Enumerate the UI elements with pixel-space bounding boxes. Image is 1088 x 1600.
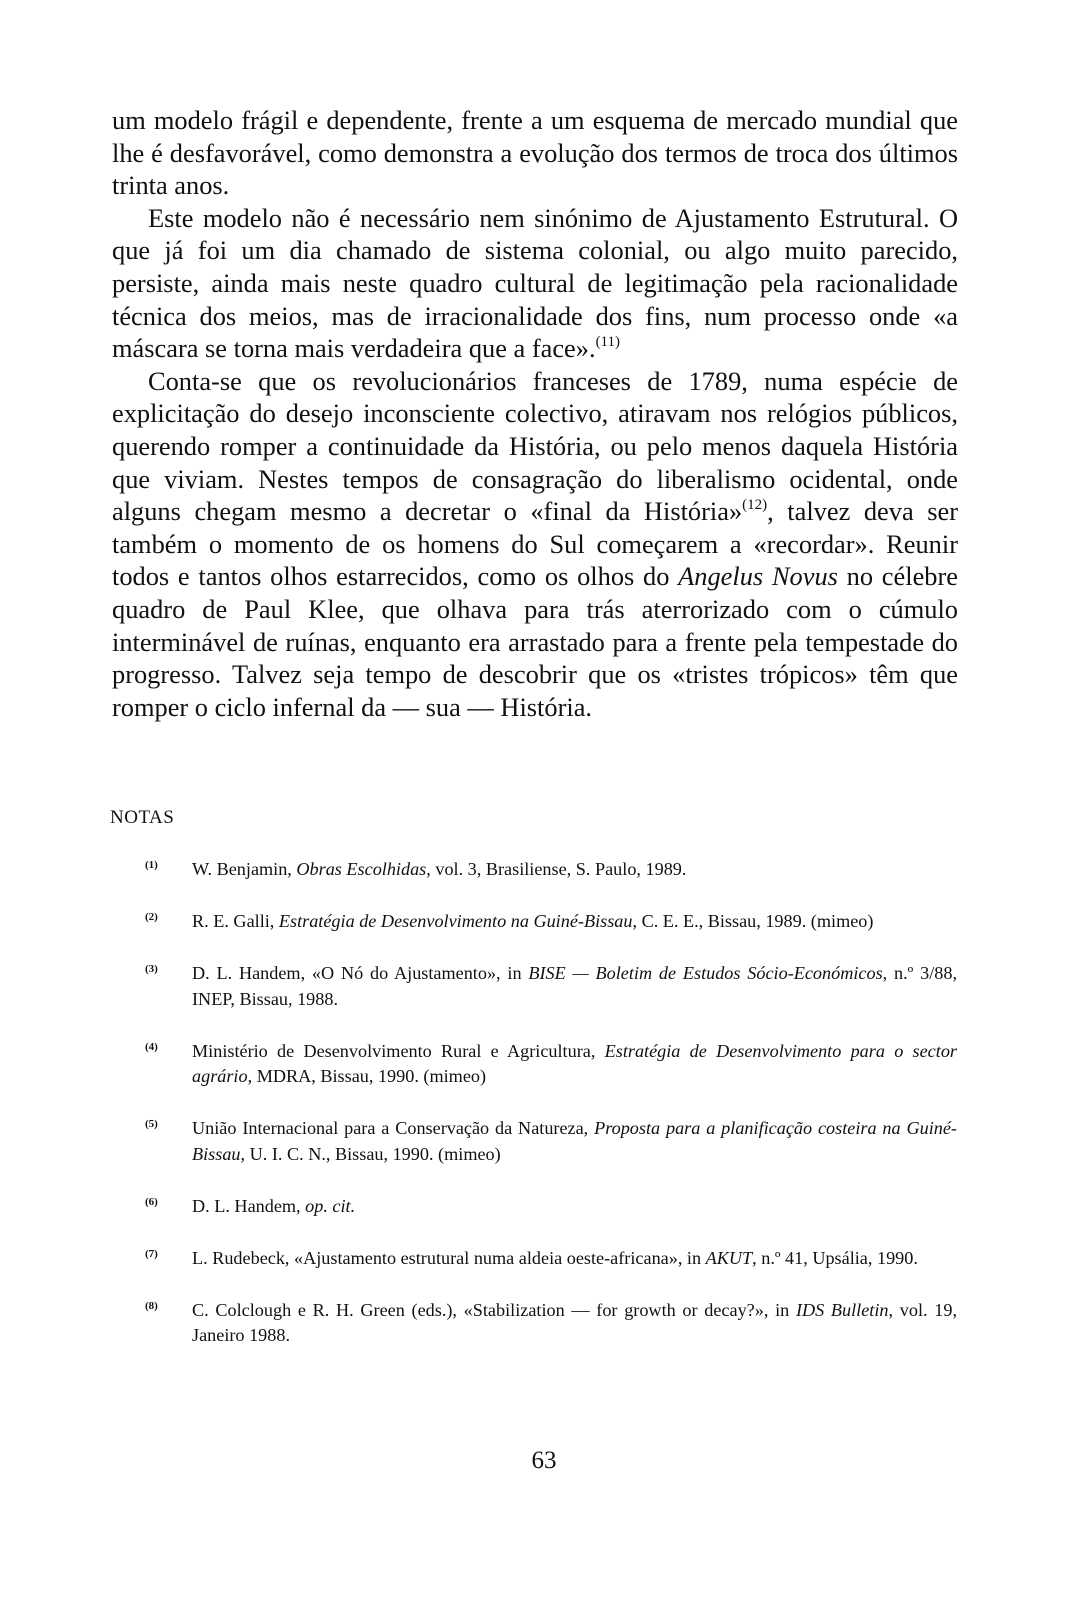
- note-text-post: , U. I. C. N., Bissau, 1990. (mimeo): [240, 1143, 501, 1164]
- note-number: (7): [145, 1247, 158, 1260]
- note-text-italic: Estratégia de Desenvolvimento na Guiné-Bissau: [278, 911, 633, 931]
- note-item: [145, 1194, 957, 1220]
- note-text-pre: D. L. Handem, «O Nó do Ajustamento», in: [192, 963, 529, 983]
- note-text-pre: União Internacional para a Conservação da Natureza,: [192, 1118, 595, 1138]
- note-text: [192, 1298, 957, 1349]
- note-number: (4): [145, 1040, 158, 1053]
- note-text: [192, 1039, 957, 1090]
- note-text-post: , n.º 41, Upsália, 1990.: [752, 1247, 918, 1268]
- note-text-pre: L. Rudebeck, «Ajustamento estrutural numa aldeia oeste-africana», in: [192, 1247, 706, 1268]
- paragraph-1: um modelo frágil e dependente, frente a um esquema de mercado mundial que lhe é desfavorável, como demonstra a evolução dos termos de troca dos últimos trinta anos.: [112, 105, 958, 201]
- note-text-italic: AKUT: [705, 1247, 753, 1268]
- note-text: [192, 857, 957, 883]
- note-item: [145, 909, 957, 935]
- note-text-pre: C. Colclough e R. H. Green (eds.), «Stabilization — for growth or decay?», in: [192, 1299, 796, 1320]
- page-number: 63: [531, 1447, 557, 1474]
- note-text-post: , n.º 3/88, INEP, Bissau, 1988.: [192, 963, 957, 1009]
- note-number: (2): [145, 911, 158, 923]
- note-number: (5): [145, 1118, 158, 1130]
- note-text: [192, 1246, 957, 1272]
- footnote-ref-12: (12): [742, 497, 768, 514]
- note-text-pre: W. Benjamin,: [192, 859, 297, 879]
- note-text-post: , C. E. E., Bissau, 1989. (mimeo): [632, 911, 874, 931]
- note-item: [145, 1039, 957, 1090]
- notes-list: [145, 857, 957, 1375]
- note-text-pre: Ministério de Desenvolvimento Rural e Agricultura,: [192, 1040, 605, 1061]
- note-text-italic: Obras Escolhidas: [296, 859, 427, 879]
- notes-heading: NOTAS: [110, 807, 175, 828]
- note-text-italic: BISE — Boletim de Estudos Sócio-Económicos: [528, 963, 883, 983]
- body-text: [112, 104, 958, 723]
- note-text: [192, 909, 957, 935]
- note-text-post: , MDRA, Bissau, 1990. (mimeo): [247, 1066, 487, 1086]
- note-item: [145, 961, 957, 1012]
- paragraph-3-italic-title: Angelus Novus: [678, 561, 838, 592]
- note-item: [145, 1246, 957, 1272]
- note-text-italic: op. cit.: [305, 1195, 356, 1216]
- note-text-italic: Estratégia de Desenvolvimento para o sector agrário: [192, 1040, 957, 1086]
- note-item: [145, 857, 957, 883]
- paragraph-3-part-1: Conta-se que os revolucionários franceses de 1789, numa espécie de explicitação do desejo inconsciente colectivo, atiravam nos relógios públicos, querendo romper a continuidade da História, ou pelo menos daquela História que viviam. Nestes tempos de consagração do liberalismo ocidental, onde alguns chegam mesmo a decretar o «final da História»: [112, 365, 958, 527]
- note-text: [192, 1194, 957, 1220]
- note-text: [192, 961, 957, 1012]
- paragraph-2: [112, 202, 958, 365]
- note-number: (1): [145, 859, 158, 871]
- note-text-post: , vol. 3, Brasiliense, S. Paulo, 1989.: [426, 859, 687, 879]
- note-text-italic: Proposta para a planificação costeira na Guiné-Bissau: [192, 1118, 957, 1164]
- footnote-ref-11: (11): [595, 334, 620, 351]
- note-number: (8): [145, 1299, 158, 1312]
- note-text-italic: IDS Bulletin: [795, 1299, 889, 1320]
- paragraph-3: [112, 365, 958, 724]
- paragraph-2-text: Este modelo não é necessário nem sinónimo de Ajustamento Estrutural. O que já foi um dia chamado de sistema colonial, ou algo muito parecido, persiste, ainda mais neste quadro cultural de legitimação pela racionalidade técnica dos meios, mas de irracionalidade dos fins, num processo onde «a máscara se torna mais verdadeira que a face».: [112, 202, 958, 364]
- note-number: (6): [145, 1195, 158, 1208]
- note-number: (3): [145, 963, 158, 975]
- note-item: [145, 1298, 957, 1349]
- note-text-post: , vol. 19, Janeiro 1988.: [192, 1299, 957, 1345]
- note-text-pre: R. E. Galli,: [192, 911, 279, 931]
- paragraph-3-part-2: , talvez deva ser também o momento de os homens do Sul começarem a «recordar». Reunir todos e tantos olhos estarrecidos, como os olhos do: [112, 496, 958, 592]
- note-text-pre: D. L. Handem,: [192, 1195, 306, 1216]
- paragraph-3-part-3: no célebre quadro de Paul Klee, que olhava para trás aterrorizado com o cúmulo interminável de ruínas, enquanto era arrastado para a frente pela tempestade do progresso. Talvez seja tempo de descobrir que os «tristes trópicos» têm que romper o ciclo infernal da — sua — História.: [112, 561, 958, 722]
- note-item: [145, 1116, 957, 1167]
- note-text: [192, 1116, 957, 1167]
